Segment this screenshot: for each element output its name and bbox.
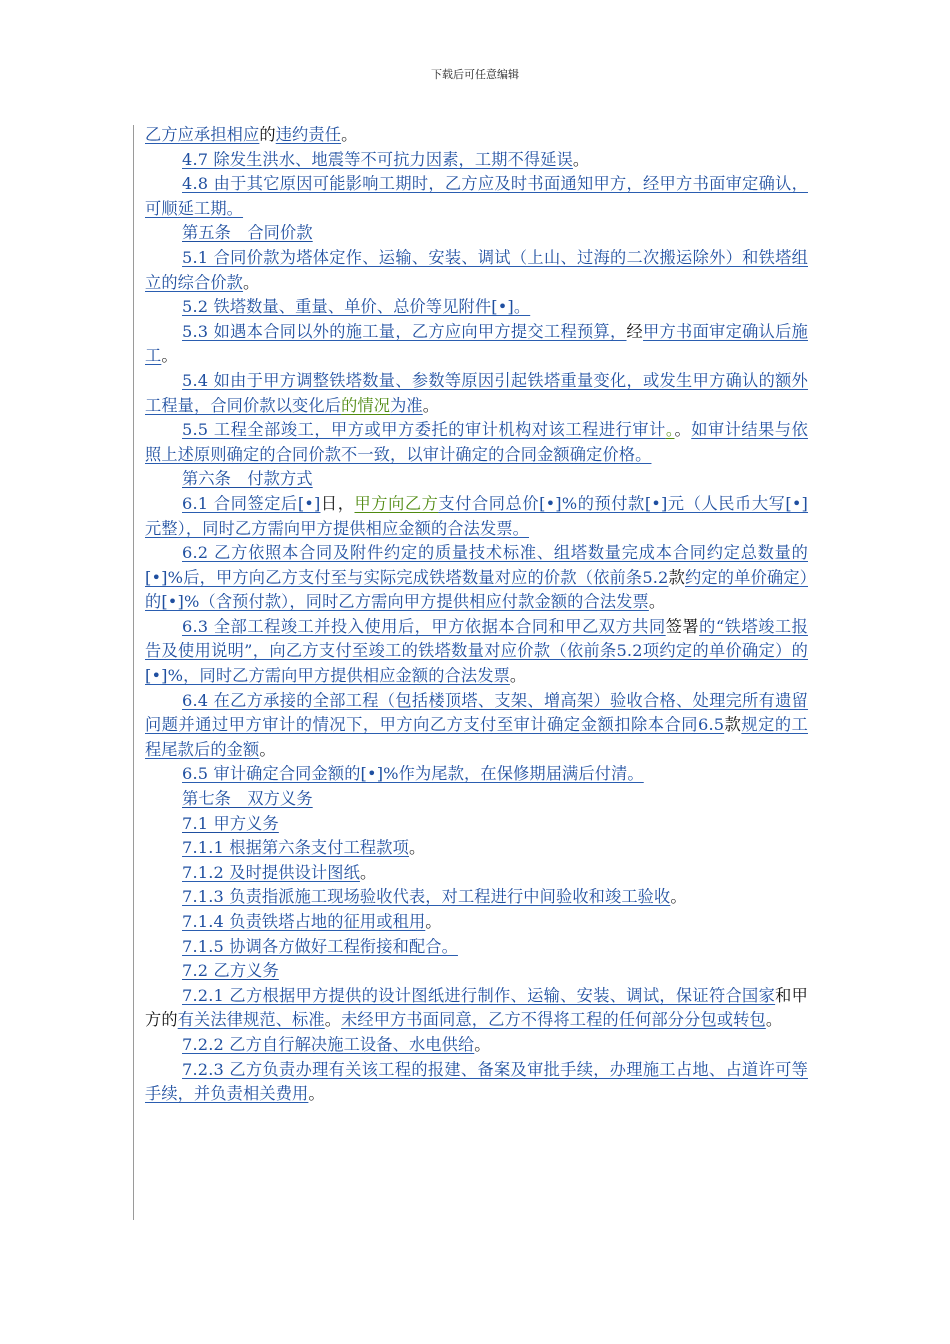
revision-change-bar xyxy=(133,125,134,1220)
contract-paragraph xyxy=(145,959,808,984)
contract-paragraph xyxy=(145,221,808,246)
text-run: 的 xyxy=(259,125,276,144)
contract-paragraph xyxy=(145,295,808,320)
contract-paragraph xyxy=(145,787,808,812)
text-run: 经 xyxy=(626,321,644,341)
text-run: 7.2.3 乙方负责办理有关该工程的报建、备案及审批手续，办理施工占地、占道许可等手续，并负责相关费用 xyxy=(145,1059,808,1104)
text-run: 。 xyxy=(243,272,260,292)
text-run: 。 xyxy=(359,862,377,882)
text-run: 第六条 付款方式 xyxy=(182,469,313,489)
text-run: 6.5 审计确定合同金额的[•]%作为尾款，在保修期届满后付清。 xyxy=(182,764,644,784)
text-run: 7.2.1 乙方根据甲方提供的设计图纸进行制作、运输、安装、调试，保证符合国家 xyxy=(182,985,776,1005)
contract-paragraph xyxy=(145,615,808,689)
text-run: 为准 xyxy=(390,395,423,415)
text-run: 5.5 工程全部竣工，甲方或甲方委托的审计机构对该工程进行审计 xyxy=(182,420,666,440)
contract-paragraph xyxy=(145,467,808,492)
text-run: 。 xyxy=(308,1084,325,1104)
contract-paragraph xyxy=(145,418,808,467)
text-run: 第七条 双方义务 xyxy=(182,789,313,809)
text-run: 。 xyxy=(674,420,692,440)
text-run: 6.4 在乙方承接的全部工程（包括楼顶塔、支架、增高架）验收合格、处理完所有遗留问题并通过甲方审计的情况下，甲方向乙方支付至审计确定金额扣除本合同6.5 xyxy=(145,690,808,735)
contract-paragraph xyxy=(145,935,808,960)
text-run: 支付合同总价[•]%的预付款[•]元（人民币大写[•]元整），同时乙方需向甲方提供相应金额的合法发票。 xyxy=(145,493,809,538)
text-run: 7.1.1 根据第六条支付工程款项 xyxy=(182,838,409,858)
text-run: 5.2 铁塔数量、重量、单价、总价等见附件[•]。 xyxy=(182,297,531,317)
contract-paragraph xyxy=(145,541,808,615)
text-run: 5.3 如遇本合同以外的施工量，乙方应向甲方提交工程预算， xyxy=(182,321,627,341)
contract-paragraph xyxy=(145,861,808,886)
text-run: 。 xyxy=(408,838,426,858)
text-run: 款 xyxy=(724,715,742,735)
contract-paragraph xyxy=(145,836,808,861)
text-run: 如审计结果与依照上述原则确定的合同价款不一致，以审计确定的合同金额确定价格。 xyxy=(145,420,808,464)
text-run: 约定的单价确定）的[•]%（含预付款），同时乙方需向甲方提供相应付款金额的合法发票 xyxy=(145,567,808,612)
contract-paragraph xyxy=(145,246,808,295)
text-run: 7.2.2 乙方自行解决施工设备、水电供给 xyxy=(182,1034,475,1054)
text-run: 6.2 乙方依照本合同及附件约定的质量技术标准、组塔数量完成本合同约定总数量的[•]%后，甲方向乙方支付至与实际完成铁塔数量对应的价款（依前条5.2 xyxy=(145,543,808,587)
document-body xyxy=(145,123,808,1107)
text-run: 。 xyxy=(509,666,527,686)
text-run: 。 xyxy=(161,346,178,366)
text-run: 有关法律规范、标准 xyxy=(177,1010,325,1030)
contract-paragraph xyxy=(145,148,808,173)
text-run: 。 xyxy=(665,420,675,440)
contract-paragraph xyxy=(145,172,808,221)
text-run: 的“铁塔竣工报告及使用说明”，向乙方支付至竣工的铁塔数量对应价款（依前条5.2项约定的单价确定）的[•]%，同时乙方需向甲方提供相应金额的合法发票 xyxy=(145,616,808,686)
text-run: 。 xyxy=(425,912,442,931)
contract-paragraph xyxy=(145,123,808,148)
text-run: 违约责任 xyxy=(275,125,342,144)
text-run: 未经甲方书面同意，乙方不得将工程的任何部分分包或转包 xyxy=(341,1010,766,1030)
contract-paragraph xyxy=(145,984,808,1033)
contract-paragraph xyxy=(145,762,808,787)
text-run: 。 xyxy=(648,592,666,612)
text-run: 6.1 合同签定后[•] xyxy=(182,493,321,513)
text-run: 。 xyxy=(670,887,687,907)
text-run: 乙方应承担相应 xyxy=(145,125,260,144)
text-run: 签署 xyxy=(665,616,700,636)
contract-paragraph xyxy=(145,1058,808,1107)
text-run: 4.8 由于其它原因可能影响工期时，乙方应及时书面通知甲方，经甲方书面审定确认，可顺延工期。 xyxy=(145,174,808,218)
contract-paragraph xyxy=(145,812,808,837)
text-run: 7.2 乙方义务 xyxy=(182,961,279,981)
text-run: 6.3 全部工程竣工并投入使用后，甲方依据本合同和甲乙双方共同 xyxy=(182,616,666,636)
text-run: 。 xyxy=(422,395,440,415)
text-run: 。 xyxy=(341,125,358,144)
text-run: 款 xyxy=(668,567,685,587)
text-run: 7.1.5 协调各方做好工程衔接和配合。 xyxy=(182,936,458,956)
contract-paragraph xyxy=(145,689,808,763)
text-run: 第五条 合同价款 xyxy=(182,223,313,243)
text-run: 规定的工程尾款后的金额 xyxy=(145,715,808,759)
contract-paragraph xyxy=(145,369,808,418)
page-header: 下载后可任意编辑 xyxy=(431,68,519,81)
text-run: 的情况 xyxy=(341,395,391,415)
text-run: 7.1.2 及时提供设计图纸 xyxy=(182,862,360,882)
contract-paragraph xyxy=(145,1033,808,1058)
text-run: 5.1 合同价款为塔体定作、运输、安装、调试（上山、过海的二次搬运除外）和铁塔组立的综合价款 xyxy=(145,247,808,292)
text-run: 4.7 除发生洪水、地震等不可抗力因素，工期不得延误 xyxy=(182,149,573,169)
contract-paragraph xyxy=(145,320,808,369)
text-run: 日， xyxy=(320,493,355,513)
text-run: 甲方书面审定确认后施工 xyxy=(145,321,808,366)
text-run: 7.1.3 负责指派施工现场验收代表，对工程进行中间验收和竣工验收 xyxy=(182,887,671,907)
text-run: 。 xyxy=(474,1034,491,1054)
text-run: 。 xyxy=(324,1010,342,1030)
text-run: 。 xyxy=(259,739,276,759)
text-run: 7.1.4 负责铁塔占地的征用或租用 xyxy=(182,912,426,931)
contract-paragraph xyxy=(145,492,808,541)
text-run: 7.1 甲方义务 xyxy=(182,813,279,833)
text-run: 和甲方的 xyxy=(145,985,808,1030)
text-run: 。 xyxy=(572,149,590,169)
contract-paragraph xyxy=(145,885,808,910)
text-run: 。 xyxy=(765,1010,783,1030)
contract-paragraph xyxy=(145,910,808,935)
text-run: 甲方向乙方 xyxy=(354,493,439,513)
text-run: 5.4 如由于甲方调整铁塔数量、参数等原因引起铁塔重量变化，或发生甲方确认的额外工程量，合同价款以变化后 xyxy=(145,370,808,415)
